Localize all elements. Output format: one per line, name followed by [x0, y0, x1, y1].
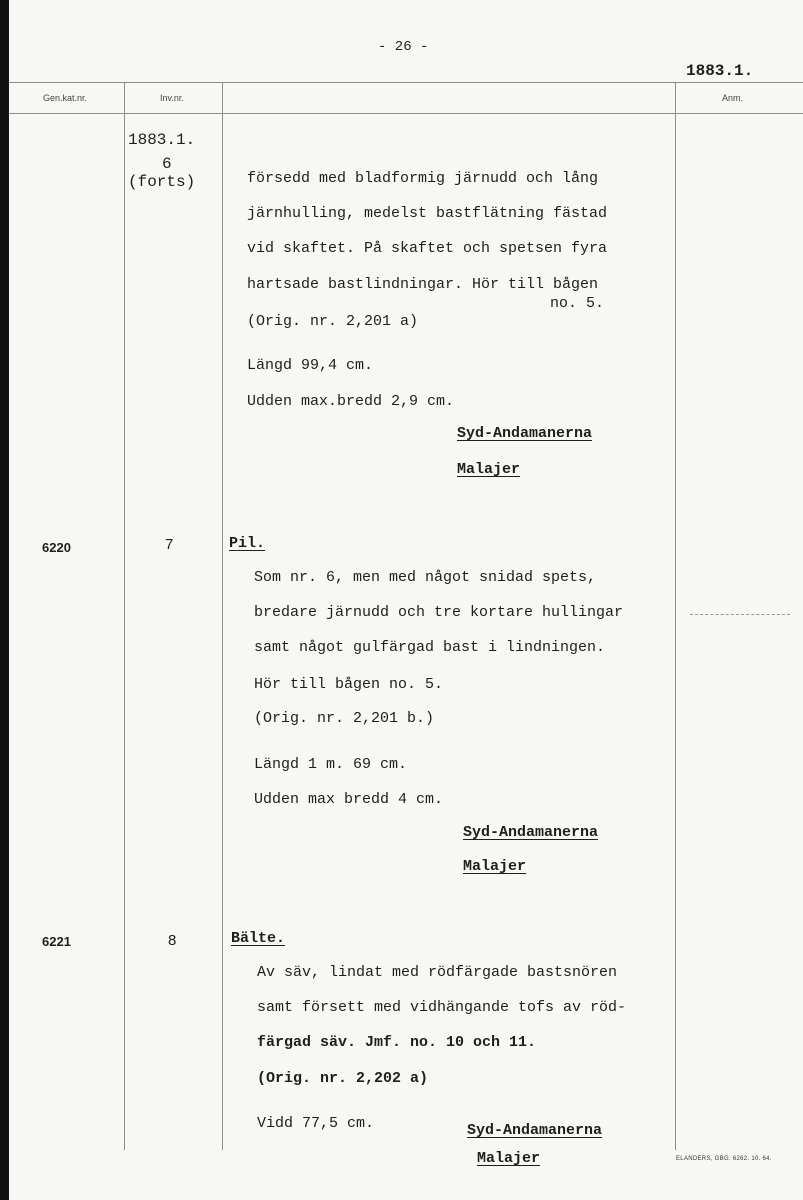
entry-1-line: järnhulling, medelst bastflätning fästad — [247, 205, 608, 222]
printer-imprint: ELANDERS, GBG. 6262. 10. 64. — [676, 1156, 772, 1162]
entry-3-line: samt försett med vidhängande tofs av röd- — [257, 999, 627, 1016]
column-divider-2 — [222, 82, 223, 1150]
entry-1-line: försedd med bladformig järnudd och lång — [247, 170, 599, 187]
entry-2-line: Som nr. 6, men med något snidad spets, — [254, 569, 597, 586]
column-header-inv-nr: Inv.nr. — [160, 93, 184, 103]
entry-3-inv-nr: 8 — [168, 932, 177, 949]
page-number: - 26 - — [378, 39, 429, 55]
entry-3-region: Syd-Andamanerna — [467, 1122, 603, 1139]
entry-1-line: Längd 99,4 cm. — [247, 357, 374, 374]
column-header-anm: Anm. — [722, 93, 744, 103]
entry-3-gen-kat-nr: 6221 — [42, 934, 71, 949]
header-top-rule — [9, 82, 803, 83]
column-header-gen-kat-nr: Gen.kat.nr. — [43, 93, 88, 103]
page-edge — [0, 0, 9, 1200]
entry-2-line: bredare järnudd och tre kortare hullingar — [254, 604, 624, 621]
entry-2-gen-kat-nr: 6220 — [42, 540, 71, 555]
entry-1-line: vid skaftet. På skaftet och spetsen fyra — [247, 240, 608, 257]
entry-3-line: (Orig. nr. 2,202 a) — [257, 1070, 429, 1087]
entry-3-line: färgad säv. Jmf. no. 10 och 11. — [257, 1034, 537, 1051]
header-bottom-rule — [9, 113, 803, 114]
entry-1-line: (Orig. nr. 2,201 a) — [247, 313, 419, 330]
entry-1-region: Syd-Andamanerna — [457, 425, 593, 442]
entry-2-inv-nr: 7 — [165, 536, 174, 553]
entry-2-dashed-rule — [690, 614, 790, 616]
entry-2-title: Pil. — [229, 535, 266, 552]
entry-2-line: Längd 1 m. 69 cm. — [254, 756, 408, 773]
catalog-ref: 1883.1. — [686, 62, 754, 80]
entry-3-people: Malajer — [477, 1150, 541, 1167]
entry-1-inv-nr: 6 — [162, 155, 172, 173]
entry-2-region: Syd-Andamanerna — [463, 824, 599, 841]
column-divider-3 — [675, 82, 676, 1150]
entry-3-line: Av säv, lindat med rödfärgade bastsnören — [257, 964, 618, 981]
entry-1-inv-forts: (forts) — [128, 173, 196, 191]
entry-2-people: Malajer — [463, 858, 527, 875]
entry-3-line: Vidd 77,5 cm. — [257, 1115, 375, 1132]
entry-3-title: Bälte. — [231, 930, 286, 947]
entry-1-line: hartsade bastlindningar. Hör till bågen — [247, 276, 599, 293]
entry-2-line: Hör till bågen no. 5. — [254, 676, 444, 693]
entry-1-inv-ref: 1883.1. — [128, 131, 196, 149]
entry-1-line: no. 5. — [550, 295, 605, 312]
entry-1-people: Malajer — [457, 461, 521, 478]
entry-2-line: samt något gulfärgad bast i lindningen. — [254, 639, 606, 656]
column-divider-1 — [124, 82, 125, 1150]
entry-2-line: (Orig. nr. 2,201 b.) — [254, 710, 435, 727]
entry-2-line: Udden max bredd 4 cm. — [254, 791, 444, 808]
entry-1-line: Udden max.bredd 2,9 cm. — [247, 393, 455, 410]
